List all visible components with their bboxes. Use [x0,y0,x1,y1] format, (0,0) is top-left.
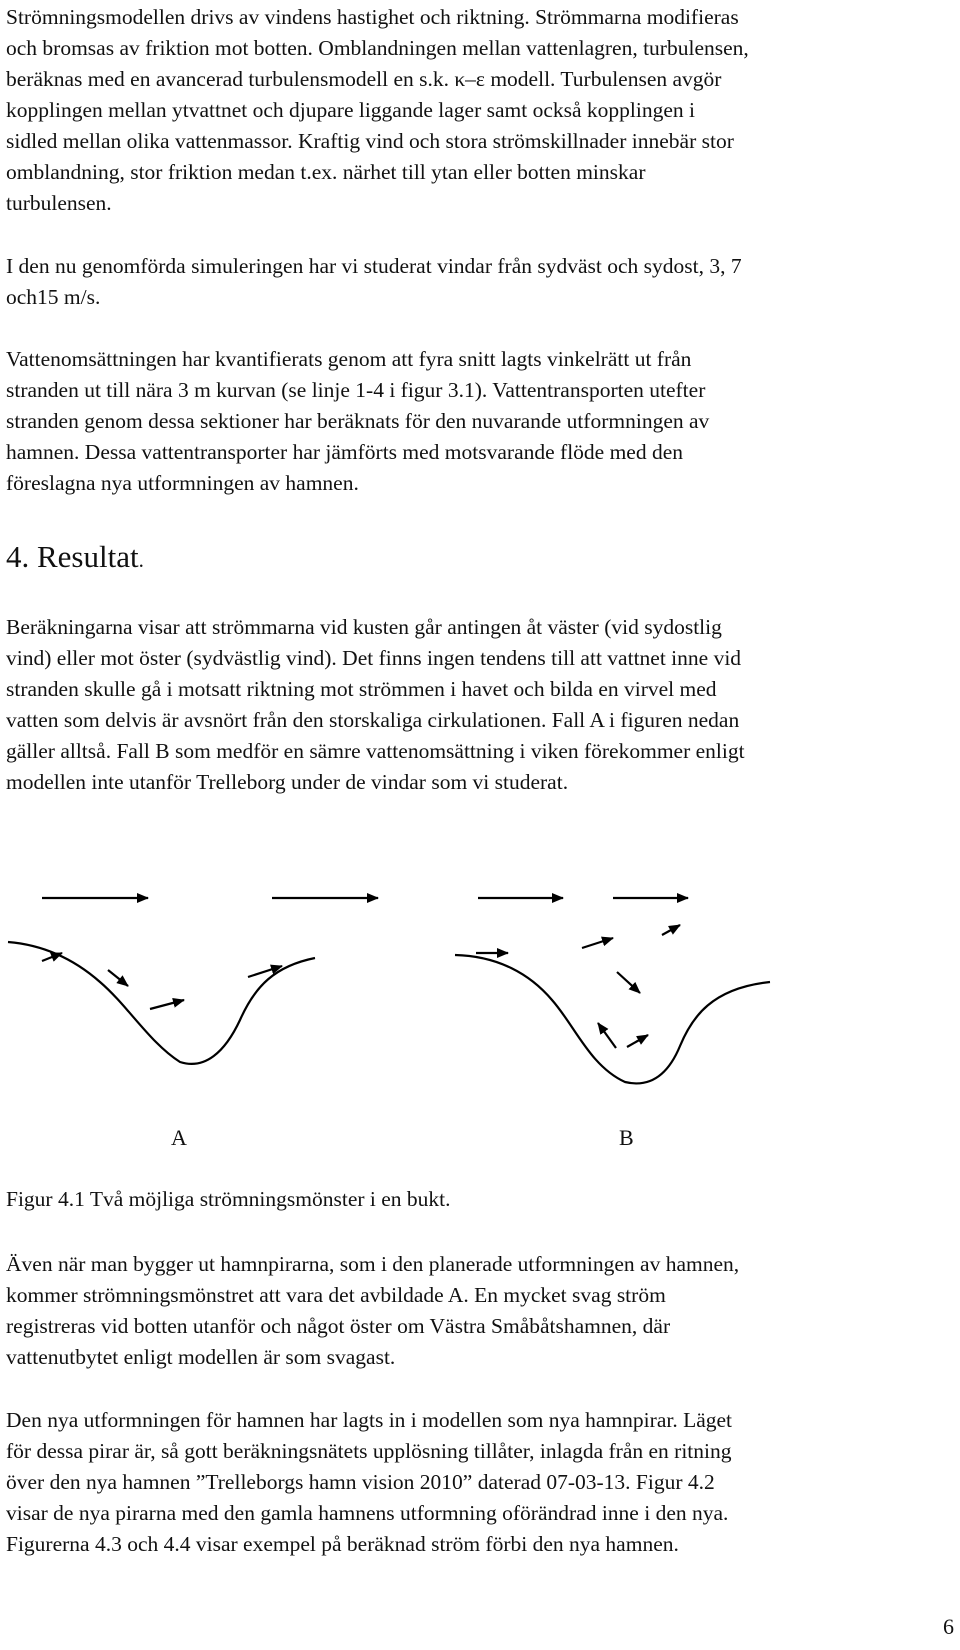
section-heading [6,537,144,580]
section-heading-dot: . [138,548,144,572]
text-line: vatten som delvis är avsnört från den storskaliga cirkulationen. Fall A i figuren nedan [6,708,740,732]
current-arrow [598,1023,616,1048]
text-line: och15 m/s. [6,285,101,309]
page-number: 6 [943,1614,954,1639]
text-line: Strömningsmodellen drivs av vindens hastighet och riktning. Strömmarna modifieras [6,5,739,29]
text-line: vind) eller mot öster (sydvästlig vind). Det finns ingen tendens till att vattnet inne vid [6,646,742,670]
current-arrow [42,953,62,961]
text-line: registreras vid botten utanför och något öster om Västra Småbåtshamnen, där [6,1314,671,1338]
text-line: sidled mellan olika vattenmassor. Kraftig vind och stora strömskillnader innebär stor [6,129,734,153]
text-line: Även när man bygger ut hamnpirarna, som i den planerade utformningen av hamnen, [6,1252,740,1276]
text-line: vattenutbytet enligt modellen är som svagast. [6,1345,396,1369]
current-arrow [662,925,680,935]
bay-shoreline-b [455,955,770,1083]
panel-b [455,898,770,1083]
text-line: visar de nya pirarna med den gamla hamnens utformning oförändrad inne i den nya. [6,1501,729,1525]
text-line: stranden genom dessa sektioner har beräknats för den nuvarande utformningen av [6,409,710,433]
new-design-paragraph [6,1405,956,1560]
text-line: omblandning, stor friktion medan t.ex. närhet till ytan eller botten minskar [6,160,646,184]
text-line: gäller alltså. Fall B som medför en sämre vattenomsättning i viken förekommer enligt [6,739,745,763]
text-line: stranden ut till nära 3 m kurvan (se linje 1-4 i figur 3.1). Vattentransporten utefter [6,378,706,402]
panel-a [8,898,378,1064]
harbor-paragraph [6,1249,956,1373]
current-arrow [582,938,613,948]
text-line: och bromsas av friktion mot botten. Omblandningen mellan vattenlagren, turbulensen, [6,36,749,60]
text-line: stranden skulle gå i motsatt riktning mot strömmen i havet och bilda en virvel med [6,677,717,701]
section-heading-text: 4. Resultat [6,539,139,574]
text-line: Figurerna 4.3 och 4.4 visar exempel på beräknad ström förbi den nya hamnen. [6,1532,679,1556]
simulation-paragraph [6,251,956,313]
water-exchange-paragraph [6,344,956,499]
text-line: I den nu genomförda simuleringen har vi studerat vindar från sydväst och sydost, 3, 7 [6,254,742,278]
flow-pattern-figure [0,860,960,1130]
text-line: Den nya utformningen för hamnen har lagts in i modellen som nya hamnpirar. Läget [6,1408,733,1432]
current-arrow [627,1035,648,1047]
text-line: för dessa pirar är, så gott beräkningsnätets upplösning tillåter, inlagda från en ritning [6,1439,732,1463]
intro-paragraph [6,2,956,219]
text-line: Vattenomsättningen har kvantifierats genom att fyra snitt lagts vinkelrätt ut från [6,347,692,371]
current-arrow [617,972,640,993]
bay-shoreline-a [8,942,315,1064]
text-line: hamnen. Dessa vattentransporter har jämförts med motsvarande flöde med den [6,440,684,464]
figure-label-b: B [619,1125,634,1150]
figure-label-a: A [171,1125,187,1150]
text-line: föreslagna nya utformningen av hamnen. [6,471,359,495]
text-line: beräknas med en avancerad turbulensmodell en s.k. κ–ε modell. Turbulensen avgör [6,67,722,91]
results-paragraph [6,612,956,798]
text-line: kommer strömningsmönstret att vara det avbildade A. En mycket svag ström [6,1283,666,1307]
text-line: modellen inte utanför Trelleborg under de vindar som vi studerat. [6,770,569,794]
current-arrow [108,970,128,986]
text-line: över den nya hamnen ”Trelleborgs hamn vision 2010” daterad 07-03-13. Figur 4.2 [6,1470,715,1494]
figure-caption: Figur 4.1 Två möjliga strömningsmönster i en bukt. [6,1187,451,1211]
text-line: turbulensen. [6,191,112,215]
text-line: kopplingen mellan ytvattnet och djupare liggande lager samt också kopplingen i [6,98,696,122]
text-line: Beräkningarna visar att strömmarna vid kusten går antingen åt väster (vid sydostlig [6,615,722,639]
current-arrow [150,1000,184,1009]
